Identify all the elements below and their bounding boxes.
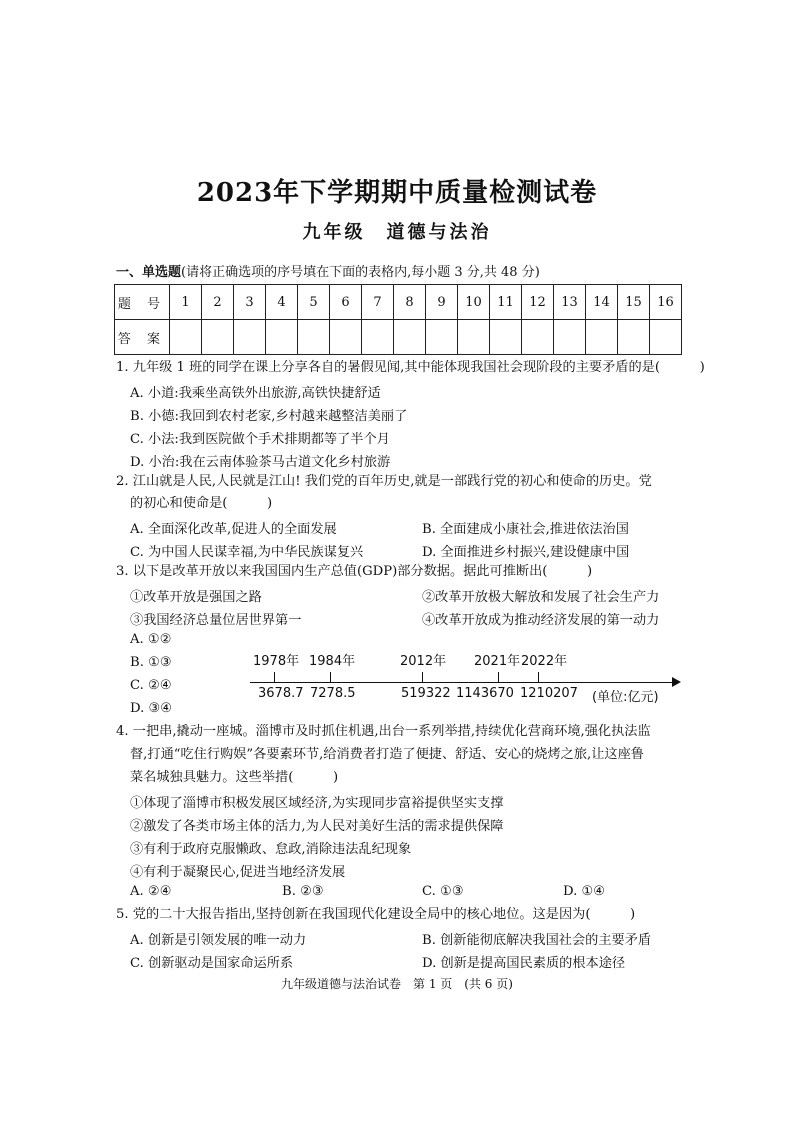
timeline-axis [250,682,678,683]
q3-statement-2: ②改革开放极大解放和发展了社会生产力 [422,590,660,605]
timeline-year: 2022年 [521,654,568,669]
q3-option-d: D. ③④ [130,701,173,716]
q2-option-b: B. 全面建成小康社会,推进依法治国 [422,522,629,537]
q4-option-a: A. ②④ [130,884,172,899]
answer-table-row-header: 题 号 [115,285,170,320]
answer-cell[interactable] [650,320,682,355]
q5-option-b: B. 创新能彻底解决我国社会的主要矛盾 [422,933,652,948]
timeline-value: 1210207 [520,686,578,701]
q1-stem: 1. 九年级 1 班的同学在课上分享各自的暑假见闻,其中能体现我国社会现阶段的主要矛盾的是( ) [116,360,705,375]
answer-cell[interactable] [554,320,586,355]
answer-cell[interactable] [522,320,554,355]
question-number-cell: 1 [170,285,202,320]
question-number-cell: 11 [490,285,522,320]
q4-stem-line1: 4. 一把串,撬动一座城。淄博市及时抓住机遇,出台一系列举措,持续优化营商环境,强化执法监 [116,724,651,739]
answer-cell[interactable] [394,320,426,355]
timeline-arrow [672,677,681,687]
question-number-cell: 8 [394,285,426,320]
question-number-cell: 13 [554,285,586,320]
timeline-value: 7278.5 [310,686,356,701]
timeline-value: 3678.7 [258,686,304,701]
page-footer: 九年级道德与法治试卷 第 1 页 (共 6 页) [281,977,513,991]
question-number-cell: 6 [330,285,362,320]
answer-cell[interactable] [618,320,650,355]
answer-table [114,284,682,355]
question-number-cell: 9 [426,285,458,320]
timeline-value: 1143670 [456,686,514,701]
answer-cell[interactable] [586,320,618,355]
q3-statement-3: ③我国经济总量位居世界第一 [130,613,302,628]
q4-stem-line3: 菜名城独具魅力。这些举措( ) [130,770,339,785]
q5-option-c: C. 创新驱动是国家命运所系 [130,956,294,971]
question-number-cell: 16 [650,285,682,320]
answer-table-answer-row [115,320,682,355]
q4-statement-4: ④有利于凝聚民心,促进当地经济发展 [130,865,346,880]
timeline-year: 2012年 [400,654,447,669]
answer-table-number-row [115,285,682,320]
q5-stem: 5. 党的二十大报告指出,坚持创新在我国现代化建设全局中的核心地位。这是因为( ) [116,907,636,922]
answer-cell[interactable] [298,320,330,355]
timeline-tick [330,672,331,682]
exam-title: 2023年下学期期中质量检测试卷 [196,178,598,208]
timeline-year: 1978年 [253,654,300,669]
q1-option-a: A. 小道:我乘坐高铁外出旅游,高铁快捷舒适 [130,386,381,401]
answer-cell[interactable] [458,320,490,355]
timeline-unit: (单位:亿元) [592,690,659,705]
q4-statement-1: ①体现了淄博市积极发展区域经济,为实现同步富裕提供坚实支撑 [130,796,504,811]
q3-stem: 3. 以下是改革开放以来我国国内生产总值(GDP)部分数据。据此可推断出( ) [116,564,593,579]
q4-statement-3: ③有利于政府克服懒政、怠政,消除违法乱纪现象 [130,842,412,857]
question-number-cell: 7 [362,285,394,320]
question-number-cell: 10 [458,285,490,320]
q3-option-a: A. ①② [130,632,172,647]
answer-cell[interactable] [266,320,298,355]
answer-table-row-header: 答 案 [115,320,170,355]
question-number-cell: 12 [522,285,554,320]
q3-statement-1: ①改革开放是强国之路 [130,590,262,605]
q4-option-c: C. ①③ [422,884,464,899]
q5-option-a: A. 创新是引领发展的唯一动力 [130,933,307,948]
q1-option-c: C. 小法:我到医院做个手术排期都等了半个月 [130,432,390,447]
timeline-tick [538,672,539,682]
question-number-cell: 4 [266,285,298,320]
q4-option-b: B. ②③ [282,884,324,899]
q1-option-b: B. 小德:我回到农村老家,乡村越来越整洁美丽了 [130,409,408,424]
question-number-cell: 14 [586,285,618,320]
question-number-cell: 2 [202,285,234,320]
q4-stem-line2: 督,打通“吃住行购娱”各要素环节,给消费者打造了便捷、舒适、安心的烧烤之旅,让这座鲁 [130,747,644,762]
answer-cell[interactable] [234,320,266,355]
timeline-tick [498,672,499,682]
timeline-year: 2021年 [474,654,521,669]
q4-option-d: D. ①④ [563,884,606,899]
q2-option-a: A. 全面深化改革,促进人的全面发展 [130,522,337,537]
section-heading [116,261,540,280]
question-number-cell: 15 [618,285,650,320]
q5-option-d: D. 创新是提高国民素质的根本途径 [422,956,626,971]
answer-cell[interactable] [170,320,202,355]
question-number-cell: 5 [298,285,330,320]
answer-cell[interactable] [202,320,234,355]
q2-option-d: D. 全面推进乡村振兴,建设健康中国 [422,545,630,560]
answer-cell[interactable] [426,320,458,355]
q3-statement-4: ④改革开放成为推动经济发展的第一动力 [422,613,660,628]
answer-cell[interactable] [362,320,394,355]
section-label: 一、单选题 [116,265,182,280]
q2-stem-line2: 的初心和使命是( ) [130,496,273,511]
q4-statement-2: ②激发了各类市场主体的活力,为人民对美好生活的需求提供保障 [130,819,504,834]
timeline-value: 519322 [401,686,451,701]
q2-stem-line1: 2. 江山就是人民,人民就是江山! 我们党的百年历史,就是一部践行党的初心和使命的历史。党 [116,474,652,489]
exam-subtitle: 九年级 道德与法治 [302,222,492,243]
q1-option-d: D. 小治:我在云南体验茶马古道文化乡村旅游 [130,455,391,470]
q2-option-c: C. 为中国人民谋幸福,为中华民族谋复兴 [130,545,364,560]
timeline-tick [274,672,275,682]
q3-option-b: B. ①③ [130,655,172,670]
section-note: (请将正确选项的序号填在下面的表格内,每小题 3 分,共 48 分) [181,265,540,280]
timeline-year: 1984年 [309,654,356,669]
answer-cell[interactable] [330,320,362,355]
question-number-cell: 3 [234,285,266,320]
timeline-tick [422,672,423,682]
answer-cell[interactable] [490,320,522,355]
q3-option-c: C. ②④ [130,678,172,693]
